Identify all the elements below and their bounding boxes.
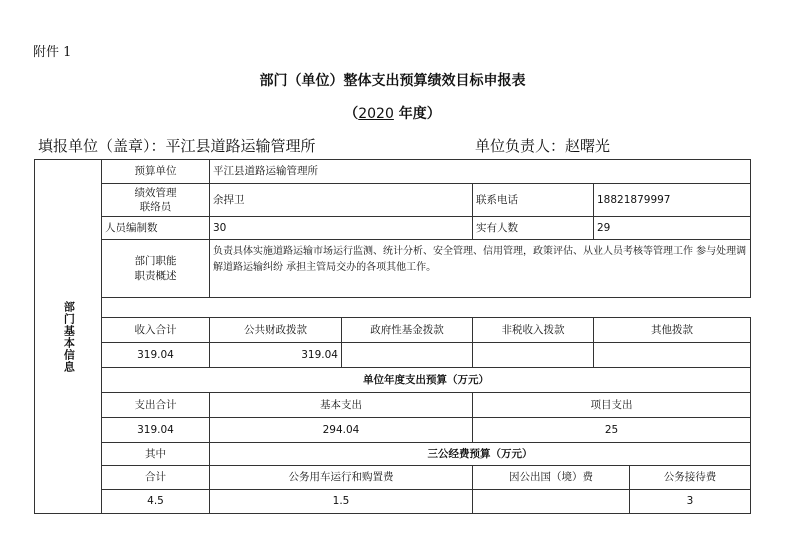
expense-header-basic: 基本支出: [209, 392, 473, 418]
annual-budget-title: 单位年度支出预算（万元）: [101, 367, 751, 393]
staff-quota-value: 30: [209, 216, 473, 240]
income-header-gov-fund: 政府性基金拨款: [341, 317, 473, 343]
expense-value-basic: 294.04: [209, 417, 473, 443]
expense-header-project: 项目支出: [472, 392, 751, 418]
budget-form-table: [34, 159, 751, 514]
duty-description: 负责具体实施道路运输市场运行监测、统计分析、安全管理、信用管理，政策评估、从业人员考核等管理工作 参与处理调解道路运输纠纷 承担主管局交办的各项其他工作。: [209, 239, 751, 298]
form-title: 部门（单位）整体支出预算绩效目标申报表: [259, 73, 526, 89]
income-value-other: [593, 342, 751, 368]
income-header-other: 其他拨款: [593, 317, 751, 343]
section-basic-info: 部门基本信息: [34, 159, 102, 514]
contact-label: 绩效管理 联络员: [101, 183, 210, 217]
duty-label: 部门职能 职责概述: [101, 239, 210, 298]
income-value-gov-fund: [341, 342, 473, 368]
year-close: 年度）: [393, 106, 441, 122]
expense-header-total: 支出合计: [101, 392, 210, 418]
three-public-header-reception: 公务接待费: [629, 465, 751, 490]
phone-label: 联系电话: [472, 183, 594, 217]
three-public-title: 三公经费预算（万元）: [209, 442, 751, 466]
income-value-non-tax: [472, 342, 594, 368]
attachment-label: 附件 1: [33, 45, 72, 60]
income-value-total: 319.04: [101, 342, 210, 368]
three-public-header-vehicle: 公务用车运行和购置费: [209, 465, 473, 490]
budget-unit-value: 平江县道路运输管理所: [209, 159, 751, 184]
three-public-value-vehicle: 1.5: [209, 489, 473, 514]
income-value-public-finance: 319.04: [209, 342, 342, 368]
year-value: 2020: [358, 106, 394, 122]
three-public-header-abroad: 因公出国（境）费: [472, 465, 630, 490]
three-public-value-abroad: [472, 489, 630, 514]
three-public-header-total: 合计: [101, 465, 210, 490]
expense-value-project: 25: [472, 417, 751, 443]
income-header-public-finance: 公共财政拨款: [209, 317, 342, 343]
actual-staff-value: 29: [593, 216, 751, 240]
three-public-value-total: 4.5: [101, 489, 210, 514]
income-header-total: 收入合计: [101, 317, 210, 343]
filling-unit: 填报单位（盖章）：平江县道路运输管理所: [38, 137, 316, 155]
phone-value: 18821879997: [593, 183, 751, 217]
among-label: 其中: [101, 442, 210, 466]
budget-unit-label: 预算单位: [101, 159, 210, 184]
unit-head: 单位负责人：赵曙光: [475, 137, 611, 155]
year-open: （: [344, 106, 359, 122]
income-header-non-tax: 非税收入拨款: [472, 317, 594, 343]
contact-value: 余捍卫: [209, 183, 473, 217]
staff-quota-label: 人员编制数: [101, 216, 210, 240]
expense-value-total: 319.04: [101, 417, 210, 443]
form-year: [0, 103, 785, 123]
actual-staff-label: 实有人数: [472, 216, 594, 240]
three-public-value-reception: 3: [629, 489, 751, 514]
